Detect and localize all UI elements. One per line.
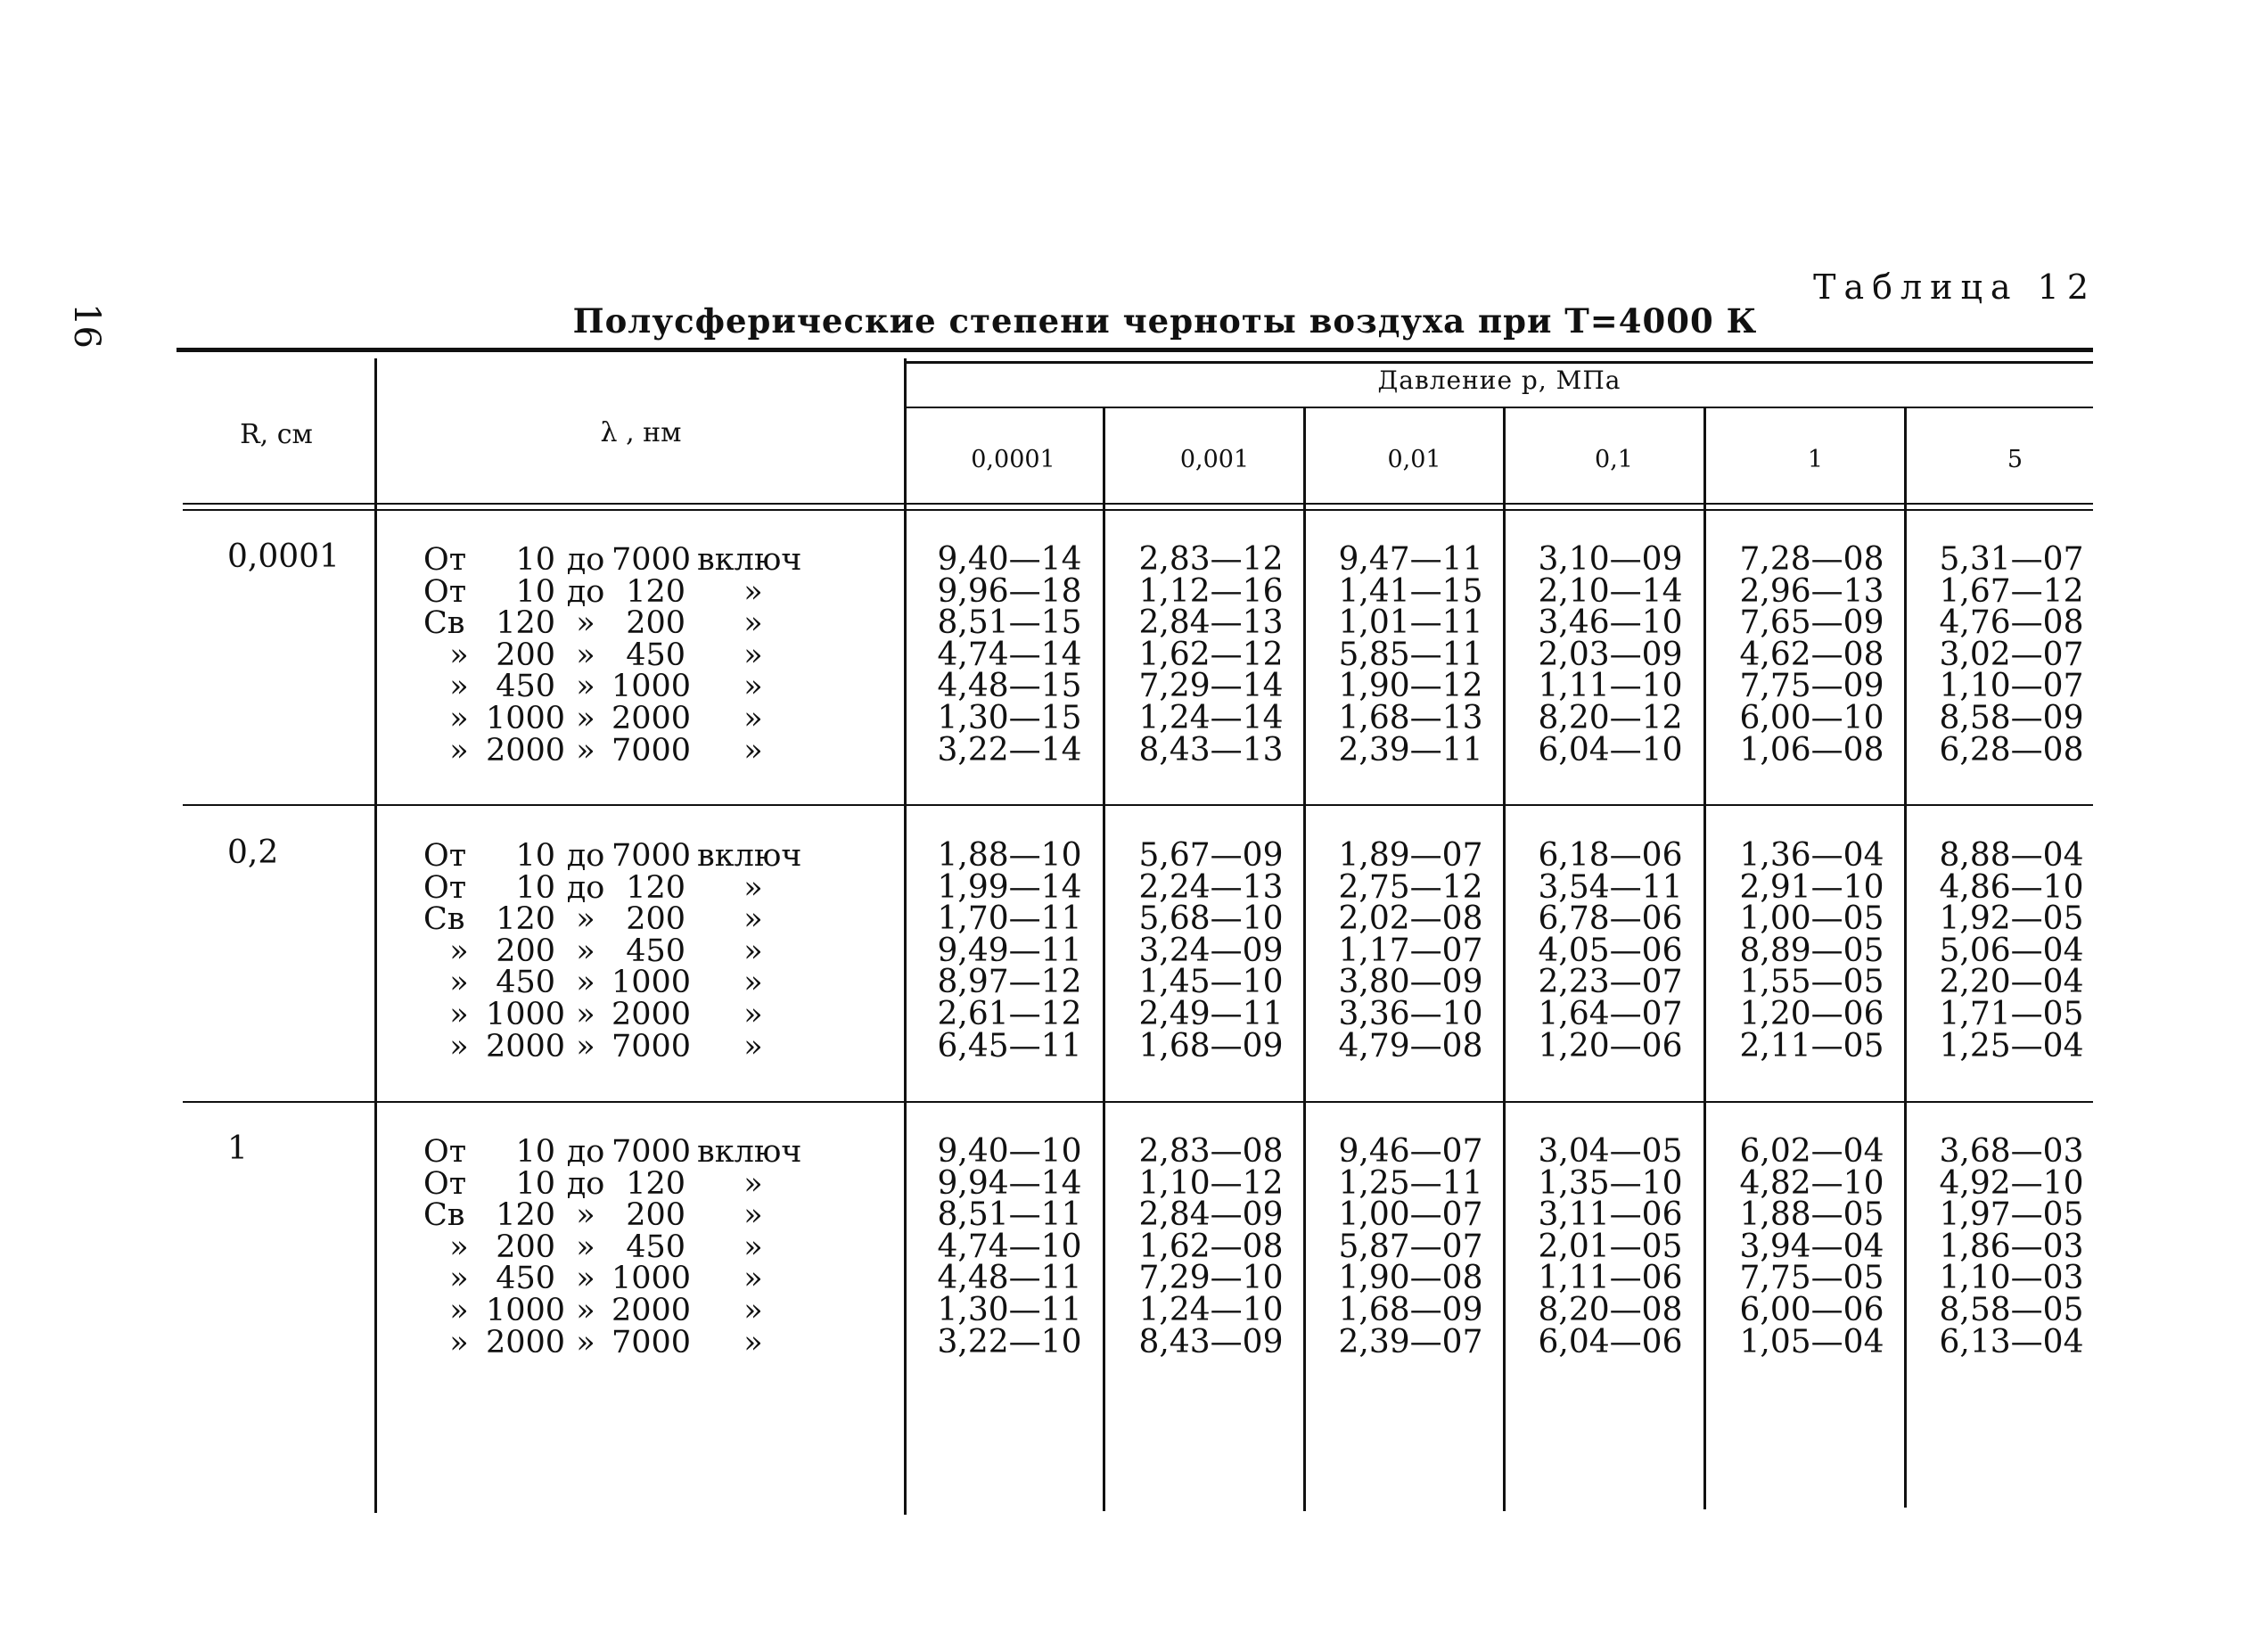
value-cell: 2,83—12 [1138,541,1284,578]
value-cell: 3,80—09 [1338,964,1483,1001]
wavelength-part: 2000 [486,1324,566,1360]
value-cell: 2,10—14 [1538,572,1683,610]
value-cell: 1,24—14 [1138,700,1284,736]
value-cell: 1,99—14 [937,868,1082,906]
wavelength-part: 120 [496,901,555,938]
section-r-value: 0,0001 [227,538,340,575]
value-cell: 4,74—14 [937,636,1082,673]
value-cell: 1,11—10 [1538,668,1683,705]
wavelength-part: » [576,732,595,768]
wavelength-part: 10 [515,1165,555,1202]
wavelength-part: до [566,838,605,874]
value-cell: 2,91—10 [1739,868,1884,906]
value-cell: 2,24—13 [1138,868,1284,906]
wavelength-part: » [576,1197,595,1234]
value-cell: 2,39—11 [1338,731,1483,768]
wavelength-part: 120 [626,1165,685,1202]
value-cell: 7,29—14 [1138,668,1284,705]
wavelength-part: 200 [496,637,555,673]
header-bottom-rule-2 [183,509,2093,511]
header-pressure-6: 5 [2007,446,2023,473]
value-cell: 7,65—09 [1739,604,1884,642]
value-cell: 1,89—07 [1338,837,1483,874]
wavelength-part: От [423,542,467,578]
wavelength-part: 2000 [486,732,566,768]
wavelength-part: 7000 [612,1134,692,1170]
wavelength-part: включ [697,1134,802,1170]
wavelength-part: 2000 [486,1028,566,1064]
value-cell: 1,64—07 [1538,996,1683,1032]
value-cell: 1,41—15 [1338,572,1483,610]
wavelength-part: » [449,701,469,736]
wavelength-part: » [743,965,763,1001]
value-cell: 5,67—09 [1138,837,1284,874]
value-cell: 9,94—14 [937,1164,1082,1202]
value-cell: 2,96—13 [1739,572,1884,610]
value-cell: 5,68—10 [1138,900,1284,938]
wavelength-part: » [576,1324,595,1360]
value-cell: 4,86—10 [1939,868,2084,906]
value-cell: 8,20—12 [1538,700,1683,736]
wavelength-part: От [423,573,467,610]
value-cell: 2,23—07 [1538,964,1683,1001]
value-cell: 1,30—15 [937,700,1082,736]
wavelength-part: » [743,1261,763,1297]
value-cell: 1,70—11 [937,900,1082,938]
value-cell: 3,02—07 [1939,636,2084,673]
value-cell: 1,00—05 [1739,900,1884,938]
value-cell: 1,90—12 [1338,668,1483,705]
wavelength-part: » [449,1293,469,1328]
value-cell: 6,13—04 [1939,1323,2084,1360]
value-cell: 1,45—10 [1138,964,1284,1001]
value-cell: 2,83—08 [1138,1133,1284,1170]
wavelength-part: » [743,637,763,673]
wavelength-part: 7000 [612,1324,692,1360]
value-cell: 1,36—04 [1739,837,1884,874]
header-pressure-5: 1 [1807,446,1824,473]
value-cell: 4,79—08 [1338,1027,1483,1064]
wavelength-part: » [743,997,763,1032]
wavelength-part: » [743,701,763,736]
value-cell: 1,86—03 [1939,1228,2084,1265]
value-cell: 6,02—04 [1739,1133,1884,1170]
wavelength-part: 200 [626,901,685,938]
value-cell: 4,82—10 [1739,1164,1884,1202]
value-cell: 6,04—10 [1538,731,1683,768]
value-cell: 7,28—08 [1739,541,1884,578]
header-pressure-group: Давление p, МПа [1377,366,1621,395]
wavelength-part: » [743,869,763,906]
value-cell: 2,61—12 [937,996,1082,1032]
value-cell: 2,11—05 [1739,1027,1884,1064]
value-cell: 9,47—11 [1338,541,1483,578]
value-cell: 1,30—11 [937,1292,1082,1328]
col-divider-lambda [904,358,907,1515]
wavelength-part: 120 [626,573,685,610]
value-cell: 2,03—09 [1538,636,1683,673]
wavelength-part: 7000 [612,732,692,768]
wavelength-part: 2000 [612,1293,692,1328]
page-number: 16 [66,303,107,349]
value-cell: 9,49—11 [937,932,1082,969]
value-cell: 1,88—05 [1739,1196,1884,1234]
wavelength-part: » [576,965,595,1001]
wavelength-part: до [566,1165,605,1202]
value-cell: 1,62—12 [1138,636,1284,673]
wavelength-part: » [743,933,763,969]
value-cell: 1,20—06 [1538,1027,1683,1064]
value-cell: 4,74—10 [937,1228,1082,1265]
value-cell: 3,54—11 [1538,868,1683,906]
value-cell: 8,43—09 [1138,1323,1284,1360]
wavelength-part: 1000 [486,701,566,736]
wavelength-part: » [576,669,595,705]
value-cell: 1,12—16 [1138,572,1284,610]
value-cell: 6,18—06 [1538,837,1683,874]
value-cell: 2,02—08 [1338,900,1483,938]
wavelength-part: » [449,933,469,969]
value-cell: 9,96—18 [937,572,1082,610]
value-cell: 3,94—04 [1739,1228,1884,1265]
wavelength-part: » [449,1028,469,1064]
wavelength-part: От [423,1134,467,1170]
value-cell: 3,04—05 [1538,1133,1683,1170]
value-cell: 3,22—10 [937,1323,1082,1360]
value-cell: 1,10—03 [1939,1260,2084,1297]
value-cell: 2,20—04 [1939,964,2084,1001]
wavelength-part: 450 [496,669,555,705]
table-label: Таблица 12 [1813,267,2097,307]
value-cell: 1,67—12 [1939,572,2084,610]
value-cell: 7,29—10 [1138,1260,1284,1297]
value-cell: 8,58—09 [1939,700,2084,736]
value-cell: 2,84—13 [1138,604,1284,642]
wavelength-part: до [566,573,605,610]
wavelength-part: » [449,637,469,673]
wavelength-part: » [576,1028,595,1064]
value-cell: 8,97—12 [937,964,1082,1001]
wavelength-part: » [449,1324,469,1360]
wavelength-part: Св [423,605,465,642]
value-cell: 3,36—10 [1338,996,1483,1032]
wavelength-part: 450 [626,1229,685,1265]
col-divider-r [374,358,377,1513]
value-cell: 1,25—04 [1939,1027,2084,1064]
wavelength-part: 450 [626,933,685,969]
wavelength-part: » [743,1293,763,1328]
wavelength-part: От [423,838,467,874]
wavelength-part: до [566,542,605,578]
header-pressure-4: 0,1 [1595,446,1633,473]
value-cell: 5,06—04 [1939,932,2084,969]
value-cell: 1,71—05 [1939,996,2084,1032]
wavelength-part: 1000 [486,1293,566,1328]
value-cell: 3,22—14 [937,731,1082,768]
value-cell: 1,68—09 [1138,1027,1284,1064]
value-cell: 4,48—11 [937,1260,1082,1297]
value-cell: 5,31—07 [1939,541,2084,578]
value-cell: 9,46—07 [1338,1133,1483,1170]
value-cell: 6,78—06 [1538,900,1683,938]
wavelength-part: » [743,732,763,768]
value-cell: 7,75—05 [1739,1260,1884,1297]
value-cell: 1,88—10 [937,837,1082,874]
header-pressure-3: 0,01 [1387,446,1441,473]
wavelength-part: 120 [626,869,685,906]
wavelength-part: » [576,997,595,1032]
wavelength-part: » [576,1293,595,1328]
wavelength-part: 7000 [612,542,692,578]
wavelength-part: включ [697,838,802,874]
wavelength-part: 450 [496,965,555,1001]
value-cell: 6,28—08 [1939,731,2084,768]
value-cell: 1,01—11 [1338,604,1483,642]
wavelength-part: 10 [515,542,555,578]
wavelength-part: 120 [496,1197,555,1234]
value-cell: 6,00—06 [1739,1292,1884,1328]
value-cell: 1,35—10 [1538,1164,1683,1202]
value-cell: 1,97—05 [1939,1196,2084,1234]
header-pressure-2: 0,001 [1179,446,1250,473]
value-cell: 4,92—10 [1939,1164,2084,1202]
wavelength-part: От [423,1165,467,1202]
value-cell: 1,05—04 [1739,1323,1884,1360]
header-lambda: λ , нм [600,417,682,448]
value-cell: 5,87—07 [1338,1228,1483,1265]
wavelength-part: 1000 [486,997,566,1032]
header-bottom-rule-1 [183,503,2093,505]
value-cell: 1,17—07 [1338,932,1483,969]
wavelength-part: » [743,1165,763,1202]
wavelength-part: » [449,965,469,1001]
pressure-values-rule [906,407,2093,408]
wavelength-part: » [743,1028,763,1064]
pressure-group-rule [906,361,2093,364]
value-cell: 6,45—11 [937,1027,1082,1064]
wavelength-part: до [566,869,605,906]
value-cell: 1,55—05 [1739,964,1884,1001]
value-cell: 8,89—05 [1739,932,1884,969]
section-divider-2 [183,1101,2093,1103]
wavelength-part: 200 [496,933,555,969]
value-cell: 1,62—08 [1138,1228,1284,1265]
wavelength-part: » [576,933,595,969]
value-cell: 3,11—06 [1538,1196,1683,1234]
wavelength-part: » [743,1229,763,1265]
value-cell: 4,62—08 [1739,636,1884,673]
wavelength-part: » [576,901,595,938]
value-cell: 2,49—11 [1138,996,1284,1032]
wavelength-part: 2000 [612,701,692,736]
wavelength-part: » [449,1229,469,1265]
value-cell: 4,76—08 [1939,604,2084,642]
wavelength-part: 200 [626,605,685,642]
value-cell: 3,68—03 [1939,1133,2084,1170]
header-r: R, см [240,419,313,450]
value-cell: 1,20—06 [1739,996,1884,1032]
value-cell: 1,90—08 [1338,1260,1483,1297]
wavelength-part: Св [423,901,465,938]
wavelength-part: » [576,637,595,673]
wavelength-part: » [449,1261,469,1297]
wavelength-part: » [743,901,763,938]
wavelength-part: включ [697,542,802,578]
wavelength-part: 10 [515,573,555,610]
value-cell: 1,11—06 [1538,1260,1683,1297]
value-cell: 8,51—15 [937,604,1082,642]
value-cell: 8,20—08 [1538,1292,1683,1328]
header-pressure-1: 0,0001 [971,446,1055,473]
wavelength-part: » [743,605,763,642]
value-cell: 2,84—09 [1138,1196,1284,1234]
wavelength-part: » [743,1324,763,1360]
wavelength-part: » [449,997,469,1032]
table-title: Полусферические степени черноты воздуха при T=4000 К [572,301,1758,341]
section-r-value: 0,2 [227,834,279,871]
wavelength-part: » [576,701,595,736]
wavelength-part: 450 [626,637,685,673]
section-divider-1 [183,804,2093,806]
value-cell: 1,10—07 [1939,668,2084,705]
wavelength-part: 2000 [612,997,692,1032]
wavelength-part: » [449,669,469,705]
wavelength-part: 1000 [612,1261,692,1297]
wavelength-part: » [576,605,595,642]
value-cell: 8,58—05 [1939,1292,2084,1328]
value-cell: 9,40—10 [937,1133,1082,1170]
value-cell: 8,43—13 [1138,731,1284,768]
wavelength-part: 10 [515,838,555,874]
value-cell: 7,75—09 [1739,668,1884,705]
wavelength-part: 450 [496,1261,555,1297]
wavelength-part: 7000 [612,838,692,874]
value-cell: 1,68—09 [1338,1292,1483,1328]
wavelength-part: 10 [515,1134,555,1170]
wavelength-part: » [743,1197,763,1234]
value-cell: 5,85—11 [1338,636,1483,673]
value-cell: 3,46—10 [1538,604,1683,642]
wavelength-part: » [743,573,763,610]
value-cell: 6,04—06 [1538,1323,1683,1360]
wavelength-part: до [566,1134,605,1170]
top-rule [176,348,2093,352]
wavelength-part: 7000 [612,1028,692,1064]
wavelength-part: 200 [496,1229,555,1265]
value-cell: 1,92—05 [1939,900,2084,938]
value-cell: 1,25—11 [1338,1164,1483,1202]
wavelength-part: Св [423,1197,465,1234]
wavelength-part: » [576,1229,595,1265]
value-cell: 1,06—08 [1739,731,1884,768]
wavelength-part: » [449,732,469,768]
value-cell: 1,68—13 [1338,700,1483,736]
value-cell: 1,00—07 [1338,1196,1483,1234]
value-cell: 4,48—15 [937,668,1082,705]
value-cell: 2,75—12 [1338,868,1483,906]
value-cell: 2,39—07 [1338,1323,1483,1360]
value-cell: 1,24—10 [1138,1292,1284,1328]
wavelength-part: 1000 [612,669,692,705]
section-r-value: 1 [227,1130,248,1167]
wavelength-part: 200 [626,1197,685,1234]
value-cell: 8,51—11 [937,1196,1082,1234]
wavelength-part: » [576,1261,595,1297]
value-cell: 4,05—06 [1538,932,1683,969]
wavelength-part: 10 [515,869,555,906]
wavelength-part: » [743,669,763,705]
wavelength-part: От [423,869,467,906]
value-cell: 2,01—05 [1538,1228,1683,1265]
value-cell: 3,24—09 [1138,932,1284,969]
wavelength-part: 1000 [612,965,692,1001]
value-cell: 3,10—09 [1538,541,1683,578]
value-cell: 6,00—10 [1739,700,1884,736]
value-cell: 1,10—12 [1138,1164,1284,1202]
value-cell: 9,40—14 [937,541,1082,578]
wavelength-part: 120 [496,605,555,642]
value-cell: 8,88—04 [1939,837,2084,874]
